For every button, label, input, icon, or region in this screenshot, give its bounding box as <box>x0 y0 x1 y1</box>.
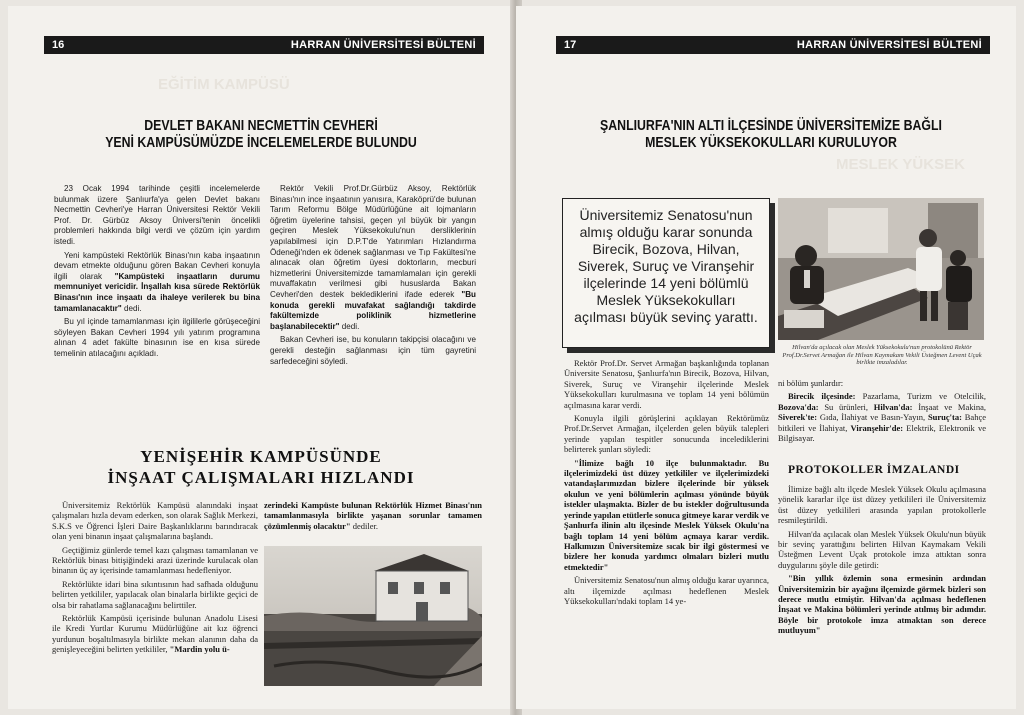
paragraph: Rektörlük Kampüsü içerisinde bulunan Anadolu Lisesi ile Kredi Yurtlar Kurumu Müdürlüğüne ait kız öğrenci yurdunun boşaltılmasıyla birlikte mekan alanının daha da genişleyeceğini belirten yetkililer, "Mardin yolu ü- <box>52 613 258 655</box>
paragraph: Hilvan'da açılacak olan Meslek Yüksek Okulu'nun büyük bir sevinç yarattığını belirten Hilvan Kaymakam Vekili Üsteğmen Levent Uçak protokole imza attıktan sonra duygularını şöyle dile getirdi: <box>778 528 986 570</box>
paragraph <box>564 458 769 572</box>
paragraph <box>778 573 986 635</box>
building-image <box>264 546 482 686</box>
paragraph: Üniversitemiz Senatosu'nun almış olduğu karar uyarınca, altı ilçemizde açılması hedeflenen Meslek Yüksekokulları'ndaki toplam 14 ye- <box>564 575 769 606</box>
pull-quote-box <box>562 198 770 348</box>
article-column-2 <box>264 500 482 534</box>
quote: "Bin yıllık özlemin sona ermesinin ardından Üniversitemizin bir ayağını ilçemizde görmek bizleri son derece mutlu etmiştir. Hilvan'da açılması hedeflenen İnşaat ve Makina bölümleri yerinde atılmış bir adımdır. Böyle bir protokole imza atmaktan son derece mutluyum" <box>778 573 986 636</box>
section-subheading: PROTOKOLLER İMZALANDI <box>788 464 960 476</box>
quote: "Kampüsteki inşaatların durumu memnuniyet vericidir. İnşallah kısa sürede Rektörlük Binası'nın ince inşaatı da ihaleye verilerek bu bina tamamlanacaktır" <box>54 271 260 313</box>
page-number: 17 <box>564 39 577 51</box>
page-header <box>44 36 484 54</box>
right-page <box>516 6 1016 709</box>
headline-line-1: DEVLET BAKANI NECMETTİN CEVHERİ <box>144 118 378 134</box>
paragraph: Geçtiğimiz günlerde temel kazı çalışması tamamlanan ve Rektörlük binası bitişiğindeki arazi üzerinde kurulacak olan binanın üç ay içerisinde tamamlanması hedefleniyor. <box>52 544 258 576</box>
paragraph: İlimize bağlı altı ilçede Meslek Yüksek Okulu açılmasına yönelik kararlar ilçe üst düzey yetkilileri ile Üniversitemiz üst düzey yetkilileri arasında yapılan protokollerle resmileştirildi. <box>778 484 986 526</box>
photo-caption: Hilvan'da açılacak olan Meslek Yüksekokulu'nun protokolünü Rektör Prof.Dr.Servet Armağan ile Hilvan Kaymakam Vekili Üsteğmen Levent Uçak birlikte imzaladılar. <box>782 344 982 366</box>
headline-line-2: MESLEK YÜKSEKOKULLARI KURULUYOR <box>645 135 897 151</box>
left-page <box>8 6 514 709</box>
paragraph: ni bölüm şunlardır: <box>778 378 844 388</box>
quote: "Mardin yolu ü- <box>169 644 230 655</box>
paragraph: 23 Ocak 1994 tarihinde çeşitli incelemelerde bulunmak üzere Şanlıurfa'ya gelen Devlet bakanı Necmettin Cevheri'ye Harran Üniversitesi Rektör Vekili Prof. Dr. Gürbüz Aksoy Üniversi'tenin öncelikli problemleri hakkında bilgi verdi ve çözüm için yardım istedi. <box>54 184 260 246</box>
paragraph: Rektörlükte idari bina sıkıntısının had safhada olduğunu belirten yetkililer, yapılacak olan binalarla birlikte geçici de olsa bir rahatlama sağlanacağını belirttiler. <box>52 578 258 610</box>
bleed-through-text: MESLEK YÜKSEK <box>836 156 965 173</box>
quote: "Bu konuda gerekli muvafakat sağlandığı takdirde fakültemizde poliklinik hizmetlerine başlanabilecektir" <box>270 289 477 331</box>
paragraph: Rektör Vekili Prof.Dr.Gürbüz Aksoy, Rektörlük Binası'nın ince inşaatının yanısıra, Karaköprü'de bulunan Tarım Reformu Bölge Müdürlüğüne ait lojmanların öğretim üyelerine tahsisi, geçen yıl büyük bir yangın geçiren Meslek Yüksekokulu'nun dersliklerinin yapılabilmesi için D.P.T'de Yatırımları Hızlandırma Ödeneği'nden ek ödenek sağlanması ve Tıp Fakültesi'ne alınacak olan öğretim üyesi doktorların, mecburi hizmetlerini Üniversitemizde tamamlamaları için gerekli muvaffakatın verilmesi gibi hususlarda Bakan Cevheri'den destek beklediklerini ifade ederek "Bu konuda gerekli muvafakat sağlandığı takdirde fakültemizde poliklinik hizmetlerine başlanabilecektir" dedi. <box>270 184 477 331</box>
paragraph: Yeni kampüsteki Rektörlük Binası'nın kaba inşaatının devam etmekte olduğunu gören Bakan Cevheri konuyla ilgili olarak "Kampüsteki inşaatların durumu memnuniyet vericidir. İnşallah kısa sürede Rektörlük Binası'nın ince inşaatı da ihaleye verilerek bu bina tamamlanacaktır" dedi. <box>54 250 260 313</box>
protocol-signing-image <box>778 198 984 340</box>
signing-photo <box>778 198 984 340</box>
paragraph: Rektör Prof.Dr. Servet Armağan başkanlığında toplanan Üniversite Senatosu, Şanlıurfa'nın Birecik, Bozova, Hilvan, Siverek, Suruç ve Viranşehir ilçelerinde Meslek Yüksekokulları kurulmasına ve toplam 14 yeni bölümün açılmasına karar verdi. <box>564 358 769 410</box>
quote: zerindeki Kampüste bulunan Rektörlük Hizmet Binası'nın tamamlanmasıyla birlikte yaşanan sorunlar tamamen çözümlenmiş olacaktır" <box>264 500 482 531</box>
paragraph: zerindeki Kampüste bulunan Rektörlük Hizmet Binası'nın tamamlanmasıyla birlikte yaşanan sorunlar tamamen çözümlenmiş olacaktır" dediler. <box>264 500 482 531</box>
article-column-1 <box>564 358 769 609</box>
construction-photo <box>264 546 482 686</box>
paragraph: Bakan Cevheri ise, bu konuların takipçisi olacağını ve gerekli desteğin sağlanması için tüm gayretini sarfedeceğini söyledi. <box>270 335 476 366</box>
section-headline <box>68 446 454 488</box>
article-headline <box>588 118 954 152</box>
paragraph: Konuyla ilgili görüşlerini açıklayan Rektörümüz Prof.Dr.Servet Armağan, ilçelerden gelen büyük talepleri yerinde yapılan tespitler sonucunda incelediklerini belirterek şunları söyledi: <box>564 413 769 455</box>
article-column-2-continued <box>778 484 986 639</box>
article-headline <box>97 118 425 152</box>
article-column-1 <box>52 500 258 658</box>
header-title: HARRAN ÜNİVERSİTESİ BÜLTENİ <box>290 39 476 51</box>
page-number: 16 <box>52 39 65 51</box>
article-column-2 <box>778 378 986 446</box>
article-column-1 <box>54 184 260 363</box>
headline-line-1: YENİŞEHİR KAMPÜSÜNDE <box>140 447 382 466</box>
pull-quote-text: Üniversitemiz Senatosu'nun almış olduğu karar sonunda Birecik, Bozova, Hilvan, Siverek, Suruç ve Viranşehir ilçelerinde 14 yeni bölümlü Meslek Yüksekokulları açılması büyük sevinç yarattı. <box>574 207 758 325</box>
header-title: HARRAN ÜNİVERSİTESİ BÜLTENİ <box>796 39 982 51</box>
department-list: Birecik ilçesinde: Pazarlama, Turizm ve Otelcilik, Bozova'da: Su ürünleri, Hilvan'da: İnşaat ve Makina, Siverek'te: Gıda, İlahiyat ve Basın-Yayın, Suruç'ta: Bahçe bitkileri ve İlahiyat, Viranşehir'de: Elektrik, Elektronik ve Bilgisayar. <box>778 391 987 444</box>
page-header <box>556 36 990 54</box>
headline-line-2: YENİ KAMPÜSÜMÜZDE İNCELEMELERDE BULUNDU <box>105 135 417 151</box>
paragraph: Üniversitemiz Rektörlük Kampüsü alanındaki inşaat çalışmaları hızla devam ederken, son olarak Sağlık Merkezi, S.K.S ve Öğrenci İşleri Daire Başkanlıklarını barındıracak olan yeni binanın inşaat çalışmalarına başlandı. <box>52 500 258 542</box>
article-column-2 <box>270 184 476 370</box>
bleed-through-text: EĞİTİM KAMPÜSÜ <box>158 76 290 93</box>
quote: "İlimize bağlı 10 ilçe bulunmaktadır. Bu ilçelerimizdeki üst düzey yetkililer ve ilçelerimizdeki vatandaşlarımızdan bizlere ilçelerinde bir yüksek okulun ve yeni bölümlerin açılması yönünde büyük istekler ulaşmakta. Bizler de bu istekler doğrultusunda yerinde yapılan etütlerle sonuca gitmeye karar verdik ve Şanlıurfa ilinin altı ilçesinde Meslek Yüksek Okulu'na bağlı toplam 14 yeni bölüm açmaya karar verdik. Halkımızın Üniversitemize sıcak bir ilgi göstermesi ve bizlere her konuda yardımcı olmaları bizleri mutlu etmektedir" <box>564 457 769 572</box>
paragraph: Bu yıl içinde tamamlanması için ilgililerle görüşeceğini söyleyen Bakan Cevheri 1994 yılı yatırım programına alınan 4 adet fakülte binasının ise en kısa sürede temelinin atılacağını açıkladı. <box>54 317 260 358</box>
headline-line-1: ŞANLIURFA'NIN ALTI İLÇESİNDE ÜNİVERSİTEMİZE BAĞLI <box>600 118 942 134</box>
headline-line-2: İNŞAAT ÇALIŞMALARI HIZLANDI <box>107 468 415 487</box>
